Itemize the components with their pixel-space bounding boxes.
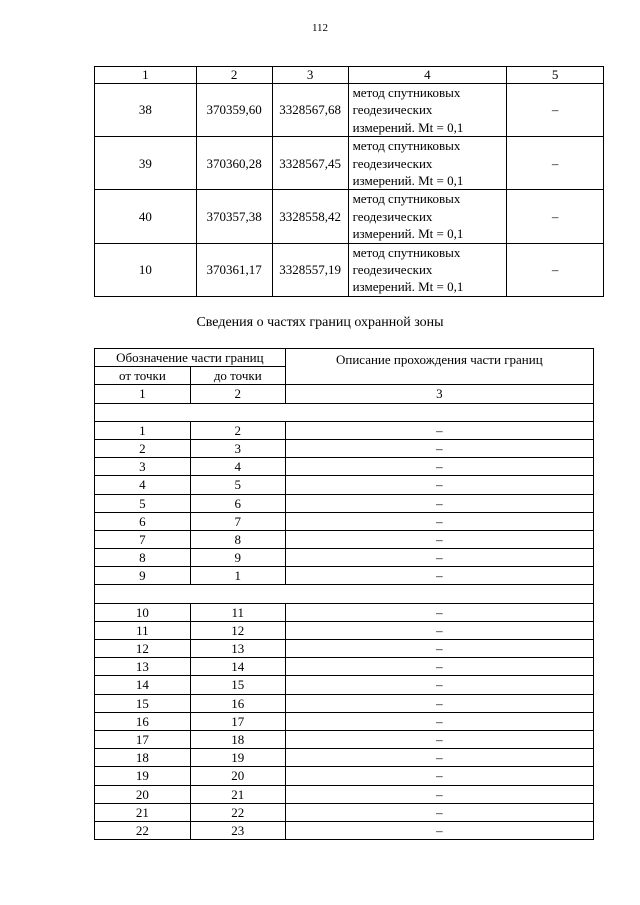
table-row (95, 640, 594, 658)
table-row (95, 476, 594, 494)
x-coordinate: 370357,38 (196, 190, 272, 243)
to-point: 16 (190, 694, 285, 712)
part-description: – (285, 658, 593, 676)
to-point: 8 (190, 530, 285, 548)
from-point: 6 (95, 512, 191, 530)
table-row (95, 603, 594, 621)
table-row (95, 530, 594, 548)
to-point: 3 (190, 439, 285, 457)
part-description: – (285, 512, 593, 530)
table-row (95, 621, 594, 639)
from-point: 19 (95, 767, 191, 785)
part-description: – (285, 476, 593, 494)
to-point: 22 (190, 803, 285, 821)
to-point: 14 (190, 658, 285, 676)
from-point: 12 (95, 640, 191, 658)
method-line: метод спутниковых (352, 191, 461, 207)
table-row (95, 84, 604, 137)
from-point: 5 (95, 494, 191, 512)
from-point: 8 (95, 549, 191, 567)
part-description: – (285, 530, 593, 548)
part-description: – (285, 803, 593, 821)
to-point: 18 (190, 730, 285, 748)
from-point: 2 (95, 439, 191, 457)
to-point: 2 (190, 421, 285, 439)
to-point: 23 (190, 821, 285, 839)
col-header: 2 (196, 67, 272, 84)
part-description: – (285, 621, 593, 639)
table-row (95, 803, 594, 821)
part-description: – (285, 603, 593, 621)
table-row (95, 567, 594, 585)
col-number: 1 (95, 385, 191, 403)
table-row (95, 821, 594, 839)
to-point: 15 (190, 676, 285, 694)
part-description: – (285, 712, 593, 730)
to-point: 6 (190, 494, 285, 512)
table-row (95, 767, 594, 785)
section-title: Сведения о частях границ охранной зоны (196, 315, 444, 330)
to-point: 5 (190, 476, 285, 494)
boundary-parts-table (94, 348, 594, 840)
part-description: – (285, 767, 593, 785)
method-cell (348, 243, 507, 296)
note-cell: – (507, 84, 604, 137)
y-coordinate: 3328557,19 (272, 243, 348, 296)
from-point: 18 (95, 749, 191, 767)
method-line: измерений. Mt = 0,1 (352, 119, 464, 135)
from-point-header: от точки (95, 367, 191, 385)
from-point: 16 (95, 712, 191, 730)
method-line: метод спутниковых (352, 244, 461, 260)
coordinates-table (94, 66, 604, 297)
group-separator-cell (95, 585, 594, 603)
from-point: 17 (95, 730, 191, 748)
method-line: измерений. Mt = 0,1 (352, 279, 464, 295)
method-line: геодезических (352, 208, 433, 224)
part-description: – (285, 730, 593, 748)
table-row (95, 658, 594, 676)
y-coordinate: 3328558,42 (272, 190, 348, 243)
col-header: 4 (348, 67, 507, 84)
group-separator-row (95, 585, 594, 603)
table-row (95, 749, 594, 767)
to-point: 19 (190, 749, 285, 767)
table-row (95, 137, 604, 190)
to-point: 9 (190, 549, 285, 567)
table-row (95, 730, 594, 748)
method-line: геодезических (352, 155, 433, 171)
col-number: 2 (190, 385, 285, 403)
part-description: – (285, 694, 593, 712)
method-line: геодезических (352, 102, 433, 118)
table-row (95, 694, 594, 712)
method-cell (348, 84, 507, 137)
method-line: геодезических (352, 262, 433, 278)
method-line: измерений. Mt = 0,1 (352, 226, 464, 242)
from-point: 9 (95, 567, 191, 585)
note-cell: – (507, 190, 604, 243)
from-point: 13 (95, 658, 191, 676)
method-cell (348, 137, 507, 190)
col-header: 1 (95, 67, 197, 84)
to-point-header: до точки (190, 367, 285, 385)
from-point: 15 (95, 694, 191, 712)
from-point: 11 (95, 621, 191, 639)
method-line: метод спутниковых (352, 138, 461, 154)
x-coordinate: 370361,17 (196, 243, 272, 296)
point-id: 39 (95, 137, 197, 190)
table-row (95, 421, 594, 439)
table-row (95, 512, 594, 530)
from-point: 4 (95, 476, 191, 494)
part-description: – (285, 458, 593, 476)
table-row (95, 190, 604, 243)
method-line: измерений. Mt = 0,1 (352, 173, 464, 189)
to-point: 21 (190, 785, 285, 803)
point-id: 40 (95, 190, 197, 243)
from-point: 21 (95, 803, 191, 821)
from-point: 1 (95, 421, 191, 439)
coordinates-header-row (95, 67, 604, 84)
part-description: – (285, 439, 593, 457)
note-cell: – (507, 243, 604, 296)
to-point: 13 (190, 640, 285, 658)
boundary-part-designation-header: Обозначение части границ (95, 349, 286, 367)
to-point: 4 (190, 458, 285, 476)
to-point: 7 (190, 512, 285, 530)
group-separator-cell (95, 403, 594, 421)
to-point: 12 (190, 621, 285, 639)
part-description: – (285, 821, 593, 839)
table-row (95, 549, 594, 567)
part-description: – (285, 785, 593, 803)
from-point: 22 (95, 821, 191, 839)
part-description: – (285, 494, 593, 512)
table-row (95, 458, 594, 476)
parts-number-row (95, 385, 594, 403)
part-description: – (285, 640, 593, 658)
boundary-description-header: Описание прохождения части границ (285, 349, 593, 385)
from-point: 14 (95, 676, 191, 694)
col-header: 3 (272, 67, 348, 84)
table-row (95, 243, 604, 296)
col-header: 5 (507, 67, 604, 84)
part-description: – (285, 567, 593, 585)
part-description: – (285, 749, 593, 767)
to-point: 20 (190, 767, 285, 785)
method-cell (348, 190, 507, 243)
group-separator-row (95, 403, 594, 421)
from-point: 20 (95, 785, 191, 803)
table-row (95, 712, 594, 730)
to-point: 11 (190, 603, 285, 621)
from-point: 10 (95, 603, 191, 621)
part-description: – (285, 676, 593, 694)
table-row (95, 494, 594, 512)
col-number: 3 (285, 385, 593, 403)
method-line: метод спутниковых (352, 85, 461, 100)
table-row (95, 676, 594, 694)
parts-header-row (95, 349, 594, 367)
x-coordinate: 370359,60 (196, 84, 272, 137)
y-coordinate: 3328567,45 (272, 137, 348, 190)
part-description: – (285, 421, 593, 439)
y-coordinate: 3328567,68 (272, 84, 348, 137)
note-cell: – (507, 137, 604, 190)
x-coordinate: 370360,28 (196, 137, 272, 190)
part-description: – (285, 549, 593, 567)
to-point: 1 (190, 567, 285, 585)
point-id: 38 (95, 84, 197, 137)
page-number: 112 (311, 22, 329, 34)
from-point: 7 (95, 530, 191, 548)
to-point: 17 (190, 712, 285, 730)
table-row (95, 785, 594, 803)
from-point: 3 (95, 458, 191, 476)
point-id: 10 (95, 243, 197, 296)
table-row (95, 439, 594, 457)
